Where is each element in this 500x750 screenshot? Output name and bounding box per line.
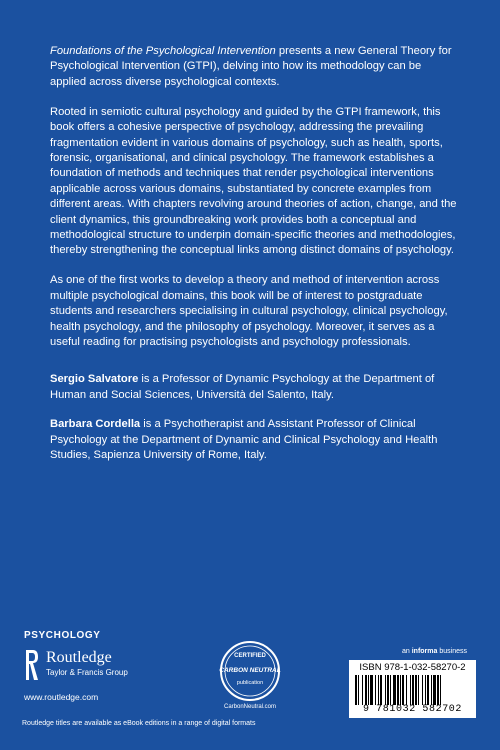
barcode-bar bbox=[393, 675, 396, 705]
carbon-publication-text: publication bbox=[236, 680, 264, 686]
isbn-barcode bbox=[349, 660, 476, 718]
carbon-certified-text: CERTIFIED bbox=[234, 653, 266, 659]
barcode-bar bbox=[378, 675, 379, 705]
publisher-logo bbox=[24, 646, 164, 686]
barcode-bar bbox=[400, 675, 401, 705]
barcode-bar bbox=[437, 675, 439, 705]
barcode-bar bbox=[362, 675, 363, 705]
author-bio-1 bbox=[50, 372, 458, 403]
barcode-bar bbox=[418, 675, 419, 705]
author-bio-text: is a Psychotherapist and Assistant Professor of Clinical Psychology at the Department of Dynamic and Clinical Psychology and Health Studies, Sapienza University of Rome, Italy. bbox=[50, 418, 438, 461]
barcode-bar bbox=[368, 675, 369, 705]
barcode-bar bbox=[402, 675, 404, 705]
carbon-neutral-badge bbox=[218, 640, 282, 714]
author-name: Sergio Salvatore bbox=[50, 373, 139, 386]
informa-tagline bbox=[402, 648, 467, 655]
barcode-bar bbox=[431, 675, 432, 705]
barcode-bar bbox=[425, 675, 426, 705]
ebook-note: Routledge titles are available as eBook editions in a range of digital formats bbox=[22, 720, 256, 727]
book-description bbox=[50, 44, 458, 477]
description-paragraph-1 bbox=[50, 44, 458, 90]
isbn-number: ISBN 978-1-032-58270-2 bbox=[359, 662, 466, 673]
publisher-group: Taylor & Francis Group bbox=[46, 668, 128, 677]
barcode-bar bbox=[387, 675, 389, 705]
barcode-bar bbox=[375, 675, 376, 705]
routledge-r-icon bbox=[24, 648, 40, 682]
barcode-bar bbox=[385, 675, 386, 705]
barcode-bar bbox=[370, 675, 373, 705]
informa-suffix: business bbox=[437, 648, 467, 655]
carbon-neutral-icon bbox=[219, 640, 281, 702]
carbon-website: CarbonNeutral.com bbox=[223, 704, 277, 710]
barcode-bar bbox=[380, 675, 382, 705]
barcode-bar bbox=[397, 675, 399, 705]
barcode-bar bbox=[415, 675, 417, 705]
author-name: Barbara Cordella bbox=[50, 418, 141, 431]
barcode-bar bbox=[412, 675, 414, 705]
author-bio-2 bbox=[50, 417, 458, 463]
publisher-name: Routledge bbox=[46, 649, 112, 666]
description-paragraph-3: As one of the first works to develop a theory and method of intervention across multiple psychological domains, this book will be of interest to postgraduate students and researchers specialising in cultural psychology, clinical psychology, health psychology, and the philosophy of psychology. Moreover, it serves as a useful reading for practising psychologists and psychology professionals. bbox=[50, 274, 448, 348]
barcode-bar bbox=[427, 675, 429, 705]
informa-prefix: an bbox=[402, 648, 412, 655]
carbon-neutral-text: CARBON NEUTRAL bbox=[219, 667, 281, 674]
description-paragraph-2: Rooted in semiotic cultural psychology and guided by the GTPI framework, this book offers a cohesive perspective of psychology, addressing the prevailing fragmentation evident in various domains of psychology, such as health, sports, forensic, organisational, and clinical psychology. The framework establishes a foundation of methods and techniques that render psychological interventions applicable across various domains, substantiated by concrete examples from different areas. With chapters revolving around theories of action, change, and the client dynamics, this groundbreaking work provides both a conceptual and methodological structure to underpin domain-specific theories and methodologies, thereby strengthening the conceptual links among distinct domains of psychology. bbox=[50, 105, 457, 257]
barcode-bar bbox=[365, 675, 367, 705]
barcode-bar bbox=[355, 675, 357, 705]
barcode-bar bbox=[410, 675, 411, 705]
barcode-bar bbox=[440, 675, 441, 705]
ean-number: 9 781032 582702 bbox=[362, 704, 462, 715]
description-intro: presents a new General Theory for Psychological Intervention (GTPI), delving into how its methodology can be applied across diverse psychological contexts. bbox=[50, 45, 452, 88]
barcode-bar bbox=[390, 675, 391, 705]
barcode-bar bbox=[433, 675, 436, 705]
barcode-bar bbox=[422, 675, 423, 705]
barcode-bar bbox=[358, 675, 359, 705]
informa-brand: informa bbox=[411, 648, 438, 655]
author-bio-text: is a Professor of Dynamic Psychology at the Department of Human and Social Sciences, Università del Salento, Italy. bbox=[50, 373, 435, 401]
barcode-bar bbox=[406, 675, 407, 705]
publisher-website: www.routledge.com bbox=[24, 692, 99, 702]
subject-category: PSYCHOLOGY bbox=[24, 630, 101, 641]
book-title: Foundations of the Psychological Intervention bbox=[50, 45, 276, 57]
barcode-icon bbox=[355, 675, 471, 705]
